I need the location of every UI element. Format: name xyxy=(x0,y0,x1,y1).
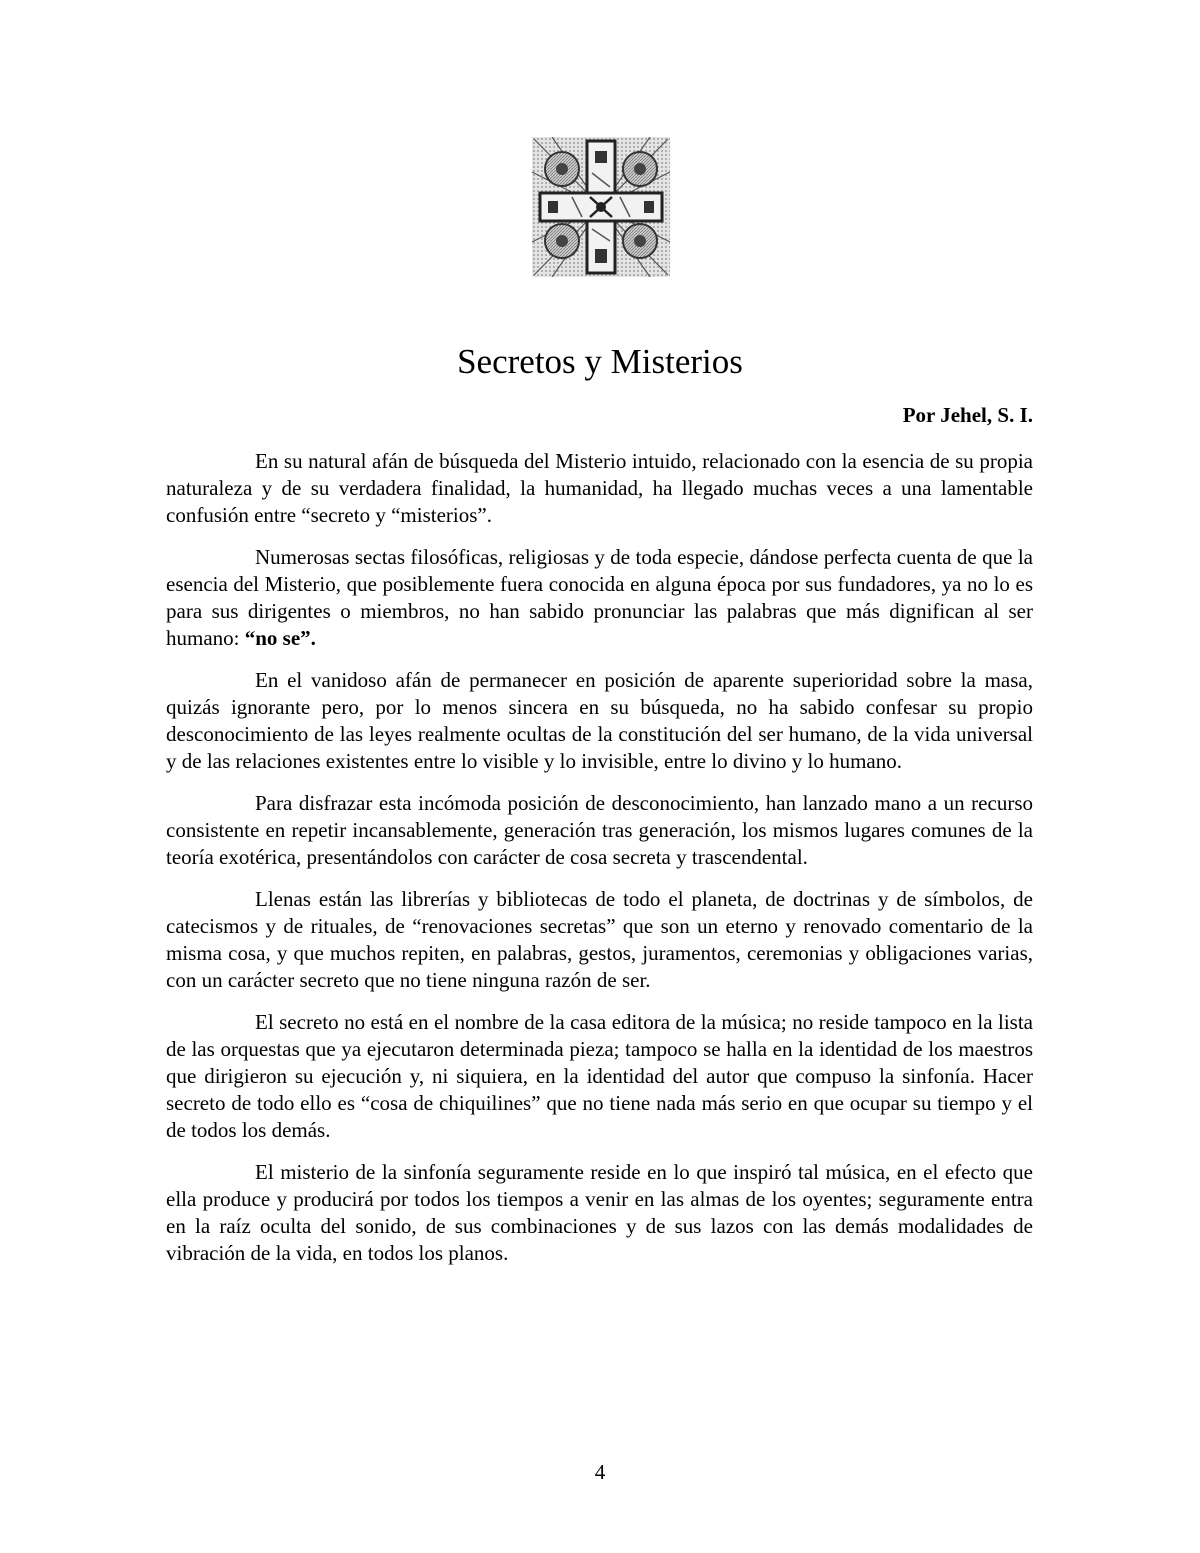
author-byline: Por Jehel, S. I. xyxy=(902,403,1033,427)
paragraph: El misterio de la sinfonía seguramente reside en lo que inspiró tal música, en el efecto que ella produce y producirá por todos los tiempos a venir en las almas de los oyentes; seguramente entra en la raíz oculta del sonido, de sus combinaciones y de sus lazos con las demás modalidades de vibración de la vida, en todos los planos. xyxy=(166,1160,1033,1265)
page-number: 4 xyxy=(594,1460,606,1484)
paragraph: En su natural afán de búsqueda del Misterio intuido, relacionado con la esencia de su propia naturaleza y de su verdadera finalidad, la humanidad, ha llegado muchas veces a una lamentable confusión entre “secreto y “misterios”. xyxy=(166,449,1033,527)
paragraph: En el vanidoso afán de permanecer en posición de aparente superioridad sobre la masa, quizás ignorante pero, por lo menos sincera en su búsqueda, no ha sabido confesar su propio desconocimiento de las leyes realmente ocultas de la constitución del ser humano, de la vida universal y de las relaciones existentes entre lo visible y lo invisible, entre lo divino y lo humano. xyxy=(166,668,1033,773)
paragraph: El secreto no está en el nombre de la casa editora de la música; no reside tampoco en la lista de las orquestas que ya ejecutaron determinada pieza; tampoco se halla en la identidad de los maestros que dirigieron su ejecución y, ni siquiera, en la identidad del autor que compuso la sinfonía. Hacer secreto de todo ello es “cosa de chiquilines” que no tiene nada más serio en que ocupar su tiempo y el de todos los demás. xyxy=(166,1010,1033,1142)
article-body xyxy=(166,448,1033,1282)
page-title: Secretos y Misterios xyxy=(457,342,743,381)
paragraph: Para disfrazar esta incómoda posición de desconocimiento, han lanzado mano a un recurso consistente en repetir incansablemente, generación tras generación, los mismos lugares comunes de la teoría exotérica, presentándolos con carácter de cosa secreta y trascendental. xyxy=(166,791,1033,869)
paragraph xyxy=(166,544,1033,652)
engraved-cross-emblem-icon xyxy=(532,137,670,277)
paragraph-text: Numerosas sectas filosóficas, religiosas y de toda especie, dándose perfecta cuenta de que la esencia del Misterio, que posiblemente fuera conocida en alguna época por sus fundadores, ya no lo es para sus dirigentes o miembros, no han sabido pronunciar las palabras que más dignifican al ser humano: xyxy=(166,545,1033,650)
emphasis-text: “no se”. xyxy=(244,626,316,650)
paragraph: Llenas están las librerías y bibliotecas de todo el planeta, de doctrinas y de símbolos, de catecismos y de rituales, de “renovaciones secretas” que son un eterno y renovado comentario de la misma cosa, y que muchos repiten, en palabras, gestos, juramentos, ceremonias y obligaciones varias, con un carácter secreto que no tiene ninguna razón de ser. xyxy=(166,887,1033,992)
